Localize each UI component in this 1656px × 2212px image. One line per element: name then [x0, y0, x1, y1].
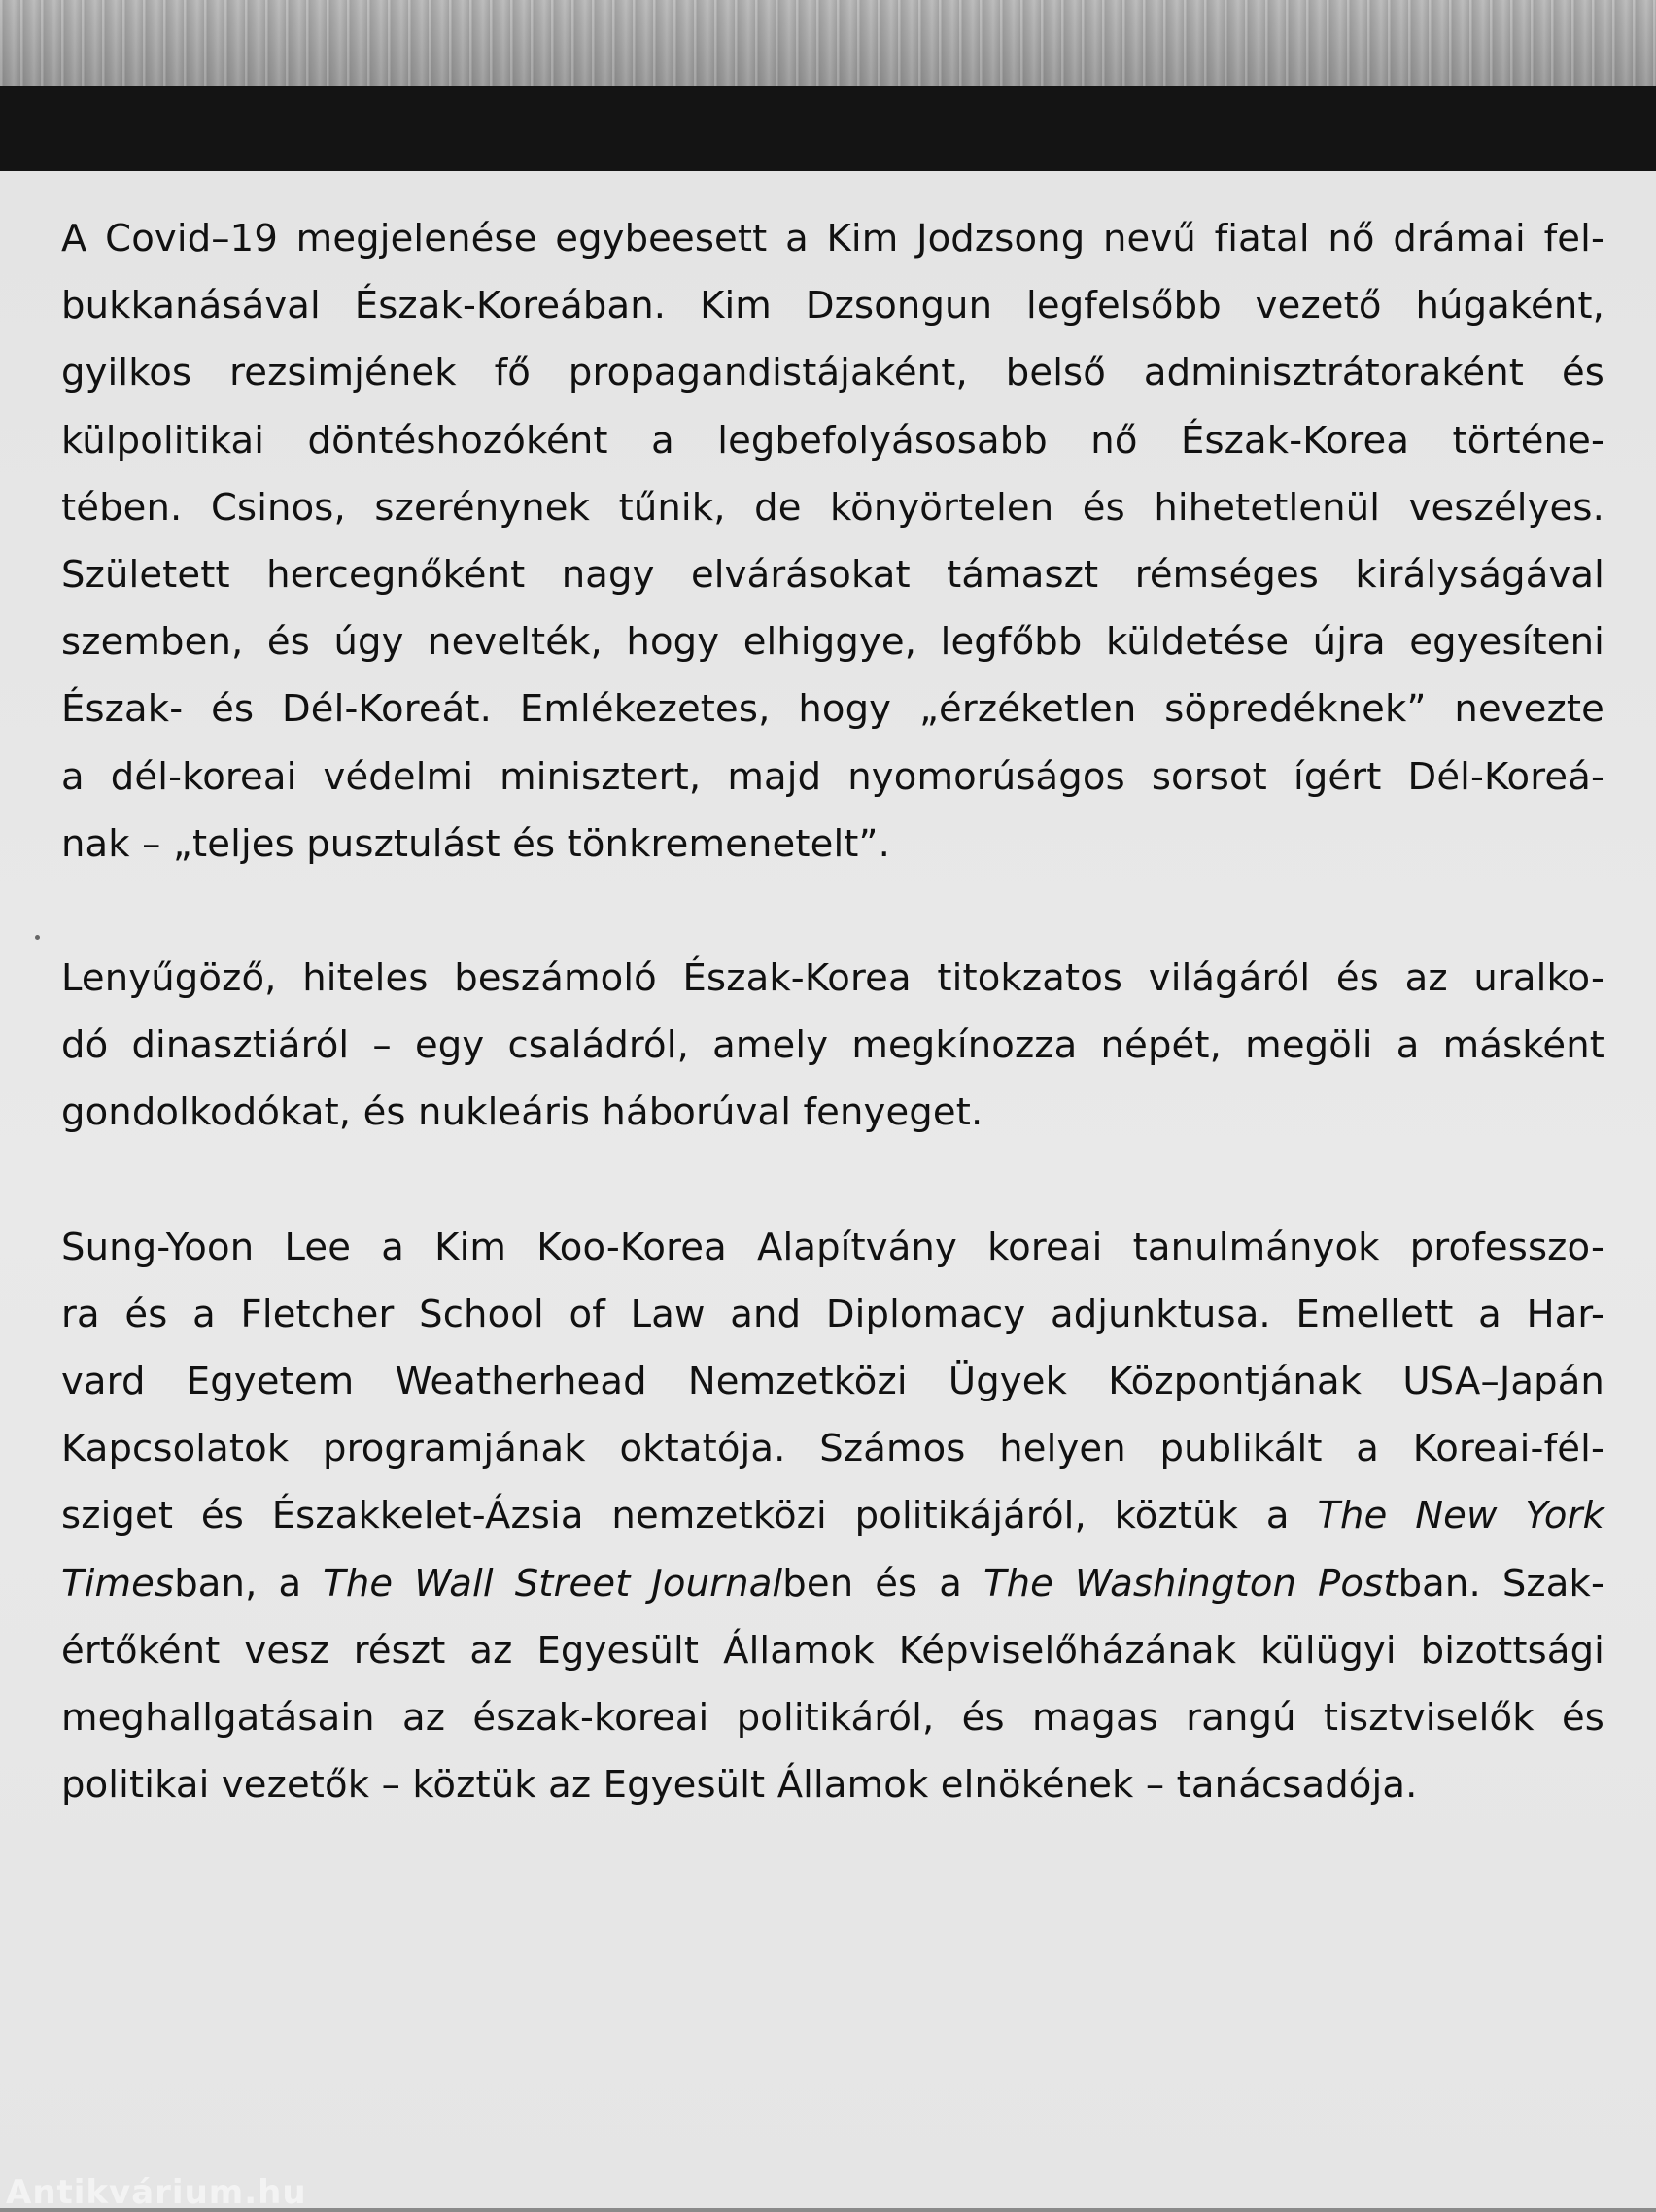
- text-line: szemben, és úgy nevelték, hogy elhiggye, legfőbb küldetése újra egyesíteni: [61, 620, 1604, 665]
- text-line: a dél-koreai védelmi minisztert, majd nyomorúságos sorsot ígért Dél-Koreá-: [61, 754, 1604, 799]
- text-line: vard Egyetem Weatherhead Nemzetközi Ügyek Központjának USA–Japán: [61, 1360, 1604, 1404]
- publication-title: The Washington Post: [983, 1561, 1398, 1606]
- text-line: politikai vezetők – köztük az Egyesült Államok elnökének – tanácsadója.: [61, 1763, 1418, 1808]
- text-line: értőként vesz részt az Egyesült Államok Képviselőházának külügyi bizottsági: [61, 1628, 1604, 1673]
- text-line: Sung-Yoon Lee a Kim Koo-Korea Alapítvány koreai tanulmányok professzo-: [61, 1225, 1604, 1269]
- text-line: dó dinasztiáról – egy családról, amely megkínozza népét, megöli a másként: [61, 1023, 1604, 1068]
- text-line: gyilkos rezsimjének fő propagandistájaként, belső adminisztrátoraként és: [61, 351, 1604, 396]
- publication-title: The Wall Street Journal: [323, 1561, 783, 1606]
- text-line: tében. Csinos, szerénynek tűnik, de könyörtelen és hihetetlenül veszélyes.: [61, 485, 1604, 530]
- text-line: Észak- és Dél-Koreát. Emlékezetes, hogy „érzéketlen söpredéknek” nevezte: [61, 687, 1604, 732]
- wooden-table-background: [0, 0, 1656, 87]
- text-line: külpolitikai döntéshozóként a legbefolyásosabb nő Észak-Korea történe-: [61, 418, 1604, 463]
- text-line: Timesban, a The Wall Street Journalben és a The Washington Postban. Szak-: [61, 1561, 1604, 1606]
- text-line: nak – „teljes pusztulást és tönkremenetelt”.: [61, 821, 891, 866]
- publication-title: Times: [61, 1561, 175, 1606]
- text-line: sziget és Északkelet-Ázsia nemzetközi politikájáról, köztük a The New York: [61, 1494, 1604, 1538]
- text-line: bukkanásával Észak-Koreában. Kim Dzsongun legfelsőbb vezető húgaként,: [61, 284, 1604, 328]
- text-line: meghallgatásain az észak-koreai politikáról, és magas rangú tisztviselők és: [61, 1696, 1604, 1741]
- blurb-paragraph-1: [61, 205, 1604, 878]
- print-mark: [35, 935, 40, 940]
- text-line: Született hercegnőként nagy elvárásokat támaszt rémséges királyságával: [61, 553, 1604, 598]
- text-line: ra és a Fletcher School of Law and Diplomacy adjunktusa. Emellett a Har-: [61, 1292, 1604, 1336]
- watermark-text: Antikvárium.hu: [6, 2173, 307, 2212]
- publication-title: The New York: [1317, 1494, 1604, 1538]
- author-bio-paragraph: [61, 1214, 1604, 1819]
- text-line: Lenyűgöző, hiteles beszámoló Észak-Korea titokzatos világáról és az uralko-: [61, 956, 1604, 1001]
- text-line: A Covid–19 megjelenése egybeesett a Kim Jodzsong nevű fiatal nő drámai fel-: [61, 217, 1604, 260]
- blurb-paragraph-2: [61, 945, 1604, 1147]
- book-cover-top-band: [0, 86, 1656, 175]
- blurb-text-column: [61, 205, 1604, 1818]
- text-line: gondolkodókat, és nukleáris háborúval fenyeget.: [61, 1090, 983, 1135]
- text-line: Kapcsolatok programjának oktatója. Számos helyen publikált a Koreai-fél-: [61, 1427, 1604, 1471]
